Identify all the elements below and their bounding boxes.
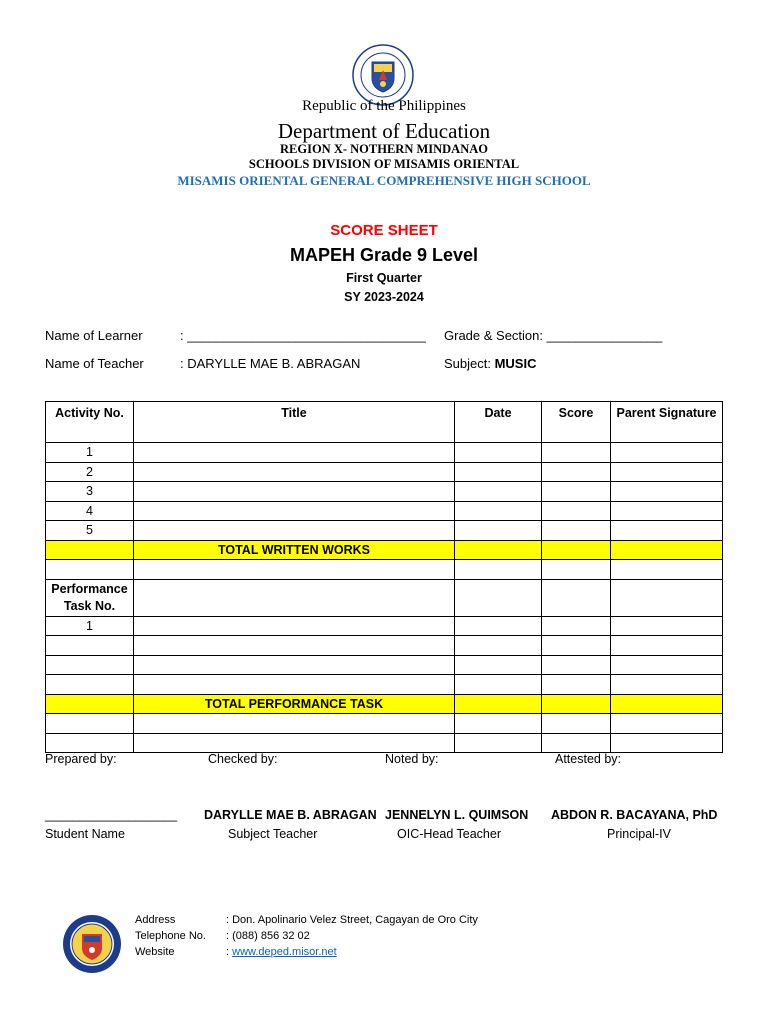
table-row: [46, 675, 723, 695]
telephone-value: : (088) 856 32 02: [226, 930, 310, 942]
score-cell[interactable]: [542, 501, 611, 521]
table-row: [46, 655, 723, 675]
activity-number: 5: [46, 521, 134, 541]
date-cell[interactable]: [455, 521, 542, 541]
table-header-row: [46, 402, 723, 443]
title-cell[interactable]: [134, 443, 455, 463]
total-written-row: [46, 540, 723, 560]
division-text: SCHOOLS DIVISION OF MISAMIS ORIENTAL: [248, 157, 520, 171]
table-row: [46, 733, 723, 753]
subject-field: [444, 356, 536, 371]
region-text: REGION X- NOTHERN MINDANAO: [280, 142, 488, 156]
signature-cell[interactable]: [611, 616, 723, 636]
total-performance-row: [46, 694, 723, 714]
attested-by-label: Attested by:: [555, 752, 622, 766]
activity-number: 4: [46, 501, 134, 521]
score-cell[interactable]: [542, 521, 611, 541]
learner-label: Name of Learner: [45, 328, 143, 343]
table-row: [46, 714, 723, 734]
student-signature-line[interactable]: ___________________: [45, 808, 178, 822]
teacher-value: : DARYLLE MAE B. ABRAGAN: [180, 356, 361, 371]
total-written-label: TOTAL WRITTEN WORKS: [134, 540, 455, 560]
score-cell[interactable]: [542, 482, 611, 502]
subject-label: Subject:: [444, 356, 495, 371]
date-cell[interactable]: [455, 482, 542, 502]
deped-seal-icon: [352, 44, 414, 106]
title-cell[interactable]: [134, 501, 455, 521]
table-row: [46, 636, 723, 656]
date-cell[interactable]: [455, 616, 542, 636]
principal-name: ABDON R. BACAYANA, PhD: [551, 808, 718, 822]
table-row: [46, 501, 723, 521]
activity-number: 1: [46, 443, 134, 463]
header-title: Title: [134, 402, 455, 443]
address-value: : Don. Apolinario Velez Street, Cagayan de Oro City: [226, 914, 478, 926]
subject-level-title: MAPEH Grade 9 Level: [289, 245, 479, 265]
learner-field[interactable]: : _________________________________: [180, 328, 426, 343]
table-row: [46, 482, 723, 502]
total-performance-score[interactable]: [542, 694, 611, 714]
header-parent-signature: Parent Signature: [611, 402, 723, 443]
table-row: [46, 521, 723, 541]
header-date: Date: [455, 402, 542, 443]
table-row: [46, 443, 723, 463]
total-written-score[interactable]: [542, 540, 611, 560]
signature-cell[interactable]: [611, 443, 723, 463]
noted-by-label: Noted by:: [385, 752, 439, 766]
school-name: MISAMIS ORIENTAL GENERAL COMPREHENSIVE HIGH SCHOOL: [177, 173, 591, 188]
score-cell[interactable]: [542, 616, 611, 636]
subject-value: MUSIC: [494, 356, 537, 371]
website-label: Website: [135, 946, 175, 958]
score-cell[interactable]: [542, 462, 611, 482]
performance-task-number: 1: [46, 616, 134, 636]
date-cell[interactable]: [455, 462, 542, 482]
score-sheet-title: SCORE SHEET: [330, 222, 438, 239]
quarter-text: First Quarter: [346, 271, 422, 285]
telephone-label: Telephone No.: [135, 930, 206, 942]
head-teacher-name: JENNELYN L. QUIMSON: [385, 808, 529, 822]
score-cell[interactable]: [542, 443, 611, 463]
title-cell[interactable]: [134, 482, 455, 502]
checked-by-label: Checked by:: [208, 752, 278, 766]
table-row: [46, 560, 723, 580]
signature-cell[interactable]: [611, 462, 723, 482]
header-activity-no: Activity No.: [46, 402, 134, 443]
activity-number: 2: [46, 462, 134, 482]
header-score: Score: [542, 402, 611, 443]
address-label: Address: [135, 914, 176, 926]
student-name-role: Student Name: [45, 827, 125, 841]
republic-text: Republic of the Philippines: [302, 98, 466, 114]
signature-cell[interactable]: [611, 521, 723, 541]
activity-number: 3: [46, 482, 134, 502]
website-prefix: :: [226, 946, 233, 958]
date-cell[interactable]: [455, 501, 542, 521]
teacher-label: Name of Teacher: [45, 356, 144, 371]
performance-task-label: Performance Task No.: [46, 579, 134, 616]
title-cell[interactable]: [134, 616, 455, 636]
head-teacher-role: OIC-Head Teacher: [397, 827, 501, 841]
school-logo-icon: [62, 914, 122, 974]
grade-section-field[interactable]: Grade & Section: ________________: [444, 328, 663, 343]
signature-cell[interactable]: [611, 482, 723, 502]
principal-role: Principal-IV: [607, 827, 671, 841]
subject-teacher-role: Subject Teacher: [228, 827, 318, 841]
total-performance-label: TOTAL PERFORMANCE TASK: [134, 694, 455, 714]
table-row: [46, 616, 723, 636]
table-row: [46, 462, 723, 482]
title-cell[interactable]: [134, 521, 455, 541]
website-field: [226, 946, 337, 958]
prepared-by-label: Prepared by:: [45, 752, 117, 766]
title-cell[interactable]: [134, 462, 455, 482]
website-link[interactable]: www.deped.misor.net: [232, 946, 337, 958]
performance-header-row: [46, 579, 723, 616]
signature-cell[interactable]: [611, 501, 723, 521]
date-cell[interactable]: [455, 443, 542, 463]
school-year-text: SY 2023-2024: [344, 290, 424, 304]
subject-teacher-name: DARYLLE MAE B. ABRAGAN: [204, 808, 377, 822]
department-title: Department of Education: [277, 119, 491, 143]
score-table: [45, 401, 723, 753]
